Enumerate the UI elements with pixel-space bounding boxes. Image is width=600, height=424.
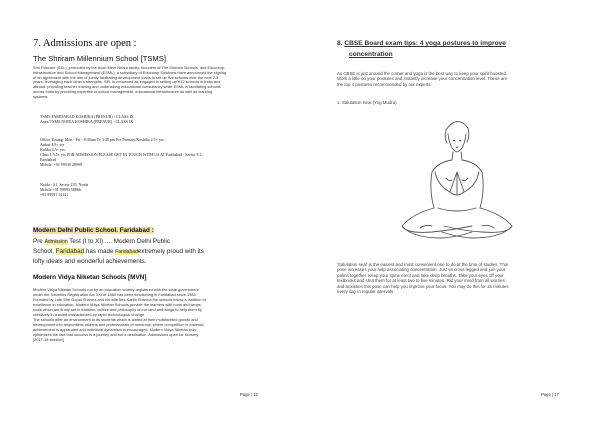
noida-line: Noida - S1, Sector 135, Noida [40,182,89,187]
office-timing [40,137,202,167]
mdps-highlight: Admission [44,239,68,245]
mdps-line-3: lofty ideals and wonderful achievements. [33,258,147,265]
mdps-highlight: Faridabad [115,249,138,255]
pose-line: 'Salutation seal' is the easiest and most convenient one to do at the time of studies. This [337,262,508,267]
yoga-heading [337,38,506,60]
heading-link-text[interactable]: CBSE Board exam tips: 4 yoga postures to improve [344,40,506,47]
pose-label: 1. Salutation Seal (Yog Mudra) [337,100,397,105]
tsms-intro-line: Infrastructure and School Management (ESML), a subsidiary of Educomp Solutions have announced the signing [33,69,227,75]
timing-line: Office Timing: Mon - Fri - 8:30am To 3:30 pm Pre Primary/Koshika 2.5+ yrs [40,137,164,142]
mvn-line: Founded by Late Shri Gopal Sharma and his wife Mrs Kanta Sharma the schools follow a tradition of [33,297,206,302]
mvn-line: excellence in education. Modern Vidya Niketan Schools provide the learners with roots and wings; [33,302,202,307]
mdps-highlight: Faridabad [55,248,85,255]
pose-line: pose increases your help associating concentration. Just sit cross legged and join your [337,267,506,273]
yoga-intro-line: Work a little on your postures and instantly increase your concentration level. These are [337,76,508,82]
yoga-pose-illustration [372,110,542,250]
mvn-paragraph [33,287,206,342]
mvn-title: Modern Vidya Niketan Schools [MVN] [33,274,147,281]
tsms-intro-line: systems. [33,93,49,99]
pose-line: textbooks and shut them for at least two to five minutes. Rid your mind from all worries [337,278,505,284]
mvn-line: Modern Vidya Niketan Schools run by an education society registered with the state government [33,287,199,292]
noida-line: Mobile +91 99993 58866, [40,187,82,192]
mdps-text: extremely proud with its [137,248,204,255]
tsms-intro-line: of an agreement with the aim of jointly facilitating development loads to set up five schools over the next 2-3 [33,74,219,80]
noida-contact [40,182,88,197]
mdps-title: Modern Delhi Public School. Faridabad : [33,227,154,234]
mdps-line-1 [33,238,170,245]
address-line: TSMS FARIDABAD KOSHIKA (PRENUR) - CLASS IX [40,114,134,119]
timing-line: Ankur 3.5+ yrs [40,142,65,147]
yoga-heading-line-2 [337,49,506,60]
timing-line: Kalika 4.5+ yrs [40,147,65,152]
tsms-intro-line: across India by providing expertise in school management, educational infrastructure as well as learning [33,88,213,94]
page-number-left: Page | 16 [240,392,258,397]
mvn-line: achievement is applauded and individual dynamism is encouraged. Modern Vidya Niketan truly [33,327,197,332]
timing-line: Class 1 5.5+ yrs FOR ADMISSION PLEASE GET IN TOUCH WITH US AT Faridabad - Sector 8 L [40,152,202,157]
tsms-intro-line: years, leveraging each other's strengths. SEL is renowned as engaged in setting up K12 schools in India and [33,79,221,85]
address-line: Anex/TSMS NOIDA KOSHIKA (PRENUR) - CLASS IX [40,119,134,124]
tsms-addresses [40,114,134,124]
mvn-line: under the Societies Registration Act XXI of 1860 has been functioning in Faridabad since 1983. [33,292,197,297]
page-number-right: Page | 17 [541,392,559,397]
mvn-line: roots which are firmly set in tradition, culture and philosophy of our land and wings to help them fly [33,307,202,312]
pose-line: every day in regular intervals. [337,289,395,295]
yoga-intro-line: As CBSE is just around the corner and yoga is the best way to keep your spirit boosted. [337,71,508,76]
heading-link-text[interactable]: concentration [349,51,393,58]
heading-number: 8. [337,40,345,47]
mdps-text: Test (I to XI) .... Modern Delhi Public [67,238,171,245]
mdps-text: School, [33,248,56,255]
tsms-title: The Shriram Millennium School [TSMS] [33,54,166,63]
mvn-line: creatively in a world characterized by rapid technological change. [33,312,146,317]
pose-description [337,262,509,294]
mdps-line-2 [33,248,204,255]
yoga-intro-line: the top 4 postures recommended by our experts. [337,81,432,87]
pose-line: palms together. Keep your spine erect and take deep breaths. Take your eyes off your [337,272,504,278]
yoga-intro [337,71,507,87]
yoga-heading-line-1 [337,38,506,49]
admissions-heading: 7. Admissions are open : [33,38,137,49]
noida-line: +91 99991 14141 [40,192,69,197]
mvn-line: epitomizes the fact that success is a journey and not a destination. Admissions open for Nursery [33,332,199,337]
tsms-intro [33,66,226,100]
timing-line: Faridabad [40,157,56,162]
timing-line: Mobile: +91 99530 28999 [40,162,82,167]
tsms-intro-line: abroad, providing teacher training and undertaking educational consultancy while ESML is facilitating schools [33,84,221,90]
mvn-line: The schools offer an environment to its students which is aimed at their multifaceted growth and [33,317,198,322]
mvn-line: development into responsible citizens and professionals of tomorrow, where competition is fostered, [33,322,205,327]
mvn-line: [2017-18 session] [33,337,64,342]
pose-line: and anxieties this pose can help you improve your focus. You may do this for 15 minutes [337,283,509,289]
mdps-text: Pre [33,238,45,245]
tsms-intro-line: Shri Educare (SEL), promoted by the Avon Meet Nehru family, founders of The Shriram Schools, and Educomp- [33,65,226,70]
mdps-text: has made [84,248,116,255]
